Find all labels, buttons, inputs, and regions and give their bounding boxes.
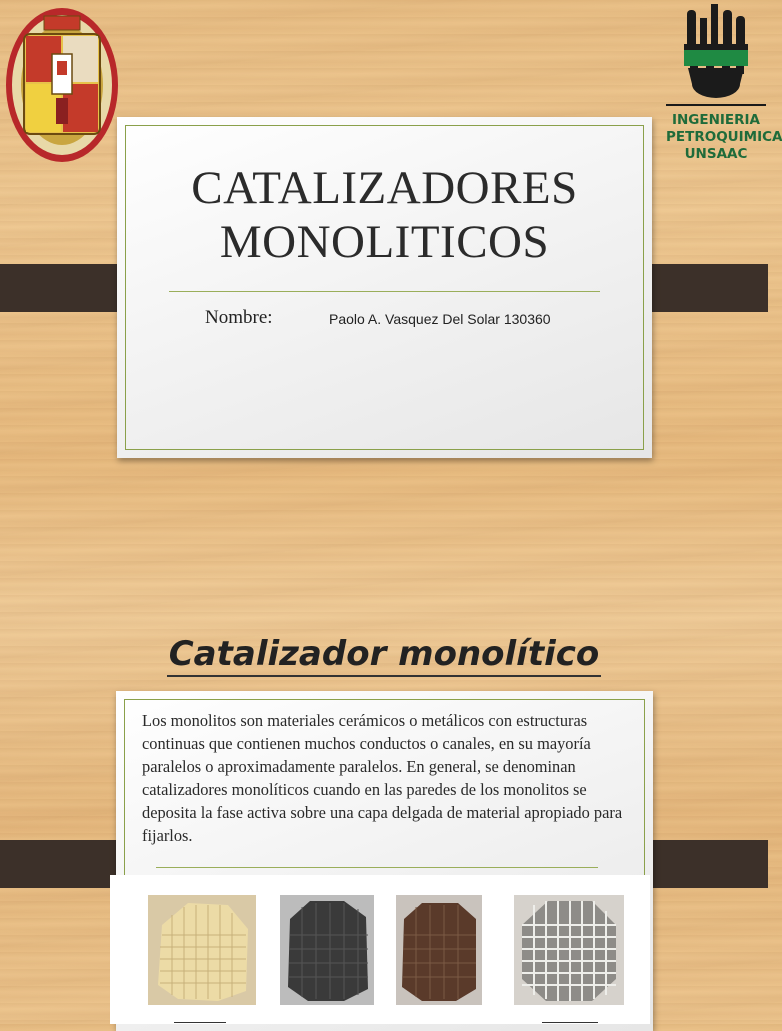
logo-line-3: UNSAAC [684, 146, 748, 162]
logo-line-2: PETROQUIMICA [666, 129, 782, 145]
faculty-logo [666, 4, 782, 172]
caption-underline [542, 1022, 598, 1023]
metallic-monolith-icon [514, 895, 624, 1005]
content-divider [156, 867, 598, 868]
ceramic-monolith-icon [148, 895, 256, 1005]
logo-divider [666, 104, 766, 106]
slide-heading [0, 634, 768, 674]
dark-monolith-icon [280, 895, 374, 1005]
name-value: Paolo A. Vasquez Del Solar 130360 [329, 311, 551, 327]
title-divider [169, 291, 600, 292]
brown-monolith-icon [396, 895, 482, 1005]
monolith-photos [110, 875, 650, 1024]
caption-underline [174, 1022, 226, 1023]
title-line-2: MONOLITICOS [219, 216, 550, 268]
title-card [117, 117, 652, 458]
logo-text [666, 112, 782, 163]
refinery-gear-icon [666, 4, 766, 102]
slide-content [0, 578, 768, 1024]
slide-title-text [117, 161, 652, 269]
slide-heading-text: Catalizador monolítico [167, 634, 602, 677]
logo-line-1: INGENIERIA [671, 112, 761, 128]
university-seal-icon [4, 6, 120, 164]
name-label: Nombre: [205, 307, 273, 328]
title-line-1: CATALIZADORES [191, 162, 578, 214]
body-text: Los monolitos son materiales cerámicos o metálicos con estructuras continuas que contienen muchos conductos o canales, en su mayoría paralelos o aproximadamente paralelos. En general, se denominan catalizadores monolíticos cuando en las paredes de los monolitos se deposita la fase activa sobre una capa delgada de material apropiado para fijarlos. [142, 711, 623, 845]
